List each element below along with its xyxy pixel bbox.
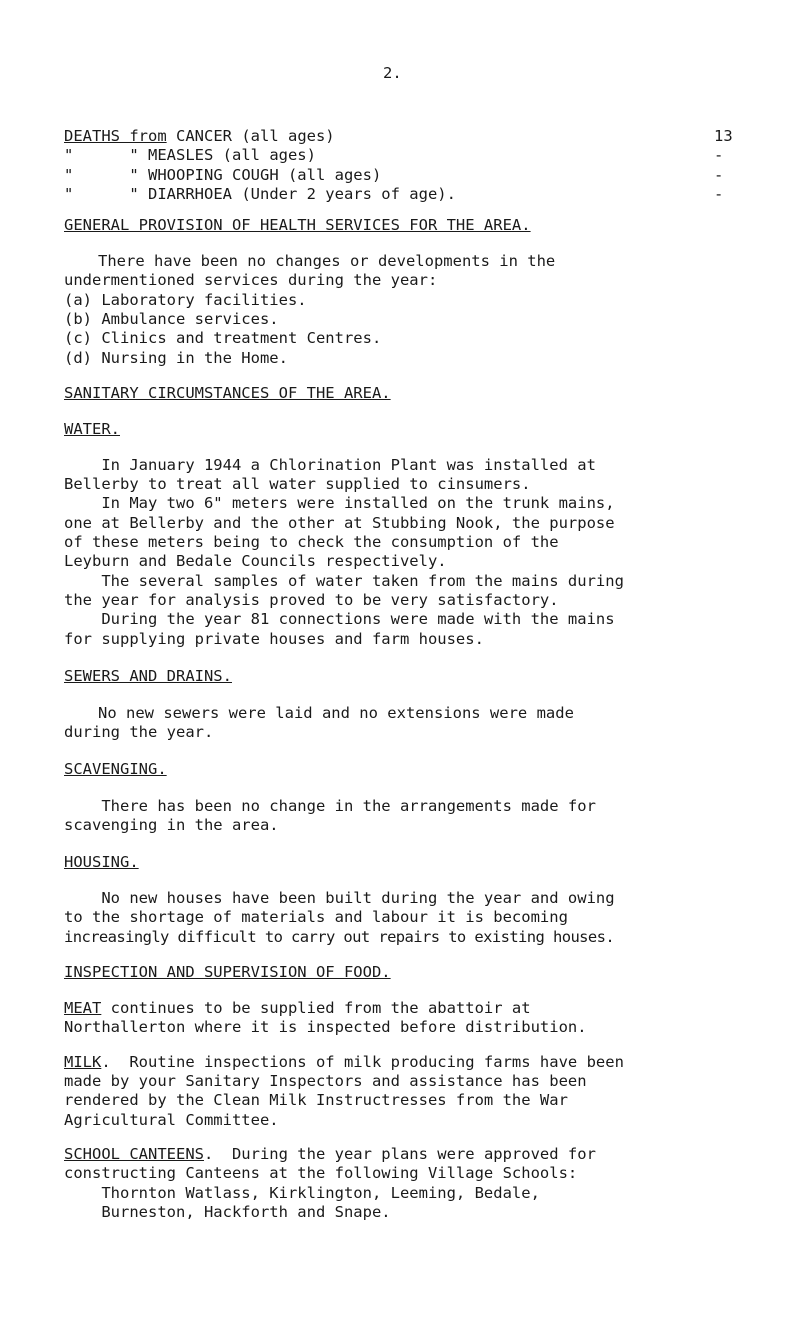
paragraph-text: . Routine inspections of milk producing farms have been: [101, 1053, 624, 1071]
paragraph-line: undermentioned services during the year:: [64, 271, 438, 289]
paragraph-line: No new houses have been built during the year and owing: [64, 889, 615, 907]
canteens-label: SCHOOL CANTEENS: [64, 1145, 204, 1163]
paragraph-line: made by your Sanitary Inspectors and assistance has been: [64, 1072, 587, 1090]
paragraph-line: of these meters being to check the consumption of the: [64, 533, 559, 551]
death-cause: MEASLES (all ages): [148, 146, 316, 164]
ditto-mark: " ": [64, 146, 139, 164]
paragraph-line: Burneston, Hackforth and Snape.: [64, 1203, 391, 1221]
list-item: (a) Laboratory facilities.: [64, 291, 307, 309]
ditto-mark: " ": [64, 185, 139, 203]
death-row: [64, 166, 381, 184]
death-cause: WHOOPING COUGH (all ages): [148, 166, 382, 184]
paragraph-line: No new sewers were laid and no extensions were made: [98, 704, 574, 722]
death-cause: CANCER (all ages): [176, 127, 335, 145]
milk-label: MILK: [64, 1053, 102, 1071]
paragraph-line: during the year.: [64, 723, 214, 741]
meat-label: MEAT: [64, 999, 102, 1017]
paragraph-line: one at Bellerby and the other at Stubbing Nook, the purpose: [64, 514, 615, 532]
paragraph-line: increasingly difficult to carry out repairs to existing houses.: [64, 928, 615, 946]
death-row: [64, 185, 456, 203]
death-count: -: [714, 166, 724, 184]
paragraph-line: Leyburn and Bedale Councils respectively.: [64, 552, 447, 570]
paragraph-line: Thornton Watlass, Kirklington, Leeming, Bedale,: [64, 1184, 540, 1202]
paragraph-line: In January 1944 a Chlorination Plant was installed at: [64, 456, 596, 474]
paragraph-line: During the year 81 connections were made with the mains: [64, 610, 615, 628]
meat-paragraph-line: [64, 999, 531, 1017]
paragraph-line: In May two 6" meters were installed on the trunk mains,: [64, 494, 615, 512]
death-count: -: [714, 185, 724, 203]
paragraph-line: The several samples of water taken from the mains during: [64, 572, 624, 590]
ditto-mark: " ": [64, 166, 139, 184]
paragraph-text: continues to be supplied from the abattoir at: [101, 999, 531, 1017]
death-count: 13: [714, 127, 733, 145]
list-item: (d) Nursing in the Home.: [64, 349, 288, 367]
death-count: -: [714, 146, 724, 164]
paragraph-line: to the shortage of materials and labour it is becoming: [64, 908, 568, 926]
paragraph-line: scavenging in the area.: [64, 816, 279, 834]
paragraph-line: for supplying private houses and farm houses.: [64, 630, 484, 648]
section-heading-housing: HOUSING.: [64, 853, 139, 871]
list-item: (c) Clinics and treatment Centres.: [64, 329, 382, 347]
section-heading-scavenging: SCAVENGING.: [64, 760, 167, 778]
page-number: 2.: [383, 64, 402, 82]
death-row: [64, 146, 316, 164]
milk-paragraph-line: [64, 1053, 624, 1071]
paragraph-text: . During the year plans were approved for: [203, 1145, 596, 1163]
canteens-paragraph-line: [64, 1145, 596, 1163]
section-heading-sanitary: SANITARY CIRCUMSTANCES OF THE AREA.: [64, 384, 391, 402]
paragraph-line: rendered by the Clean Milk Instructresses from the War: [64, 1091, 568, 1109]
death-cause: DIARRHOEA (Under 2 years of age).: [148, 185, 456, 203]
section-heading-sewers: SEWERS AND DRAINS.: [64, 667, 232, 685]
paragraph-line: There have been no changes or developments in the: [98, 252, 556, 270]
list-item: (b) Ambulance services.: [64, 310, 279, 328]
death-row: [64, 127, 335, 145]
paragraph-line: Agricultural Committee.: [64, 1111, 279, 1129]
paragraph-line: the year for analysis proved to be very satisfactory.: [64, 591, 559, 609]
paragraph-line: Northallerton where it is inspected before distribution.: [64, 1018, 587, 1036]
section-heading-food: INSPECTION AND SUPERVISION OF FOOD.: [64, 963, 391, 981]
section-heading-general-provision: GENERAL PROVISION OF HEALTH SERVICES FOR THE AREA.: [64, 216, 531, 234]
deaths-prefix: DEATHS from: [64, 127, 167, 145]
paragraph-line: constructing Canteens at the following Village Schools:: [64, 1164, 578, 1182]
paragraph-line: Bellerby to treat all water supplied to cinsumers.: [64, 475, 531, 493]
section-heading-water: WATER.: [64, 420, 120, 438]
paragraph-line: There has been no change in the arrangements made for: [64, 797, 596, 815]
